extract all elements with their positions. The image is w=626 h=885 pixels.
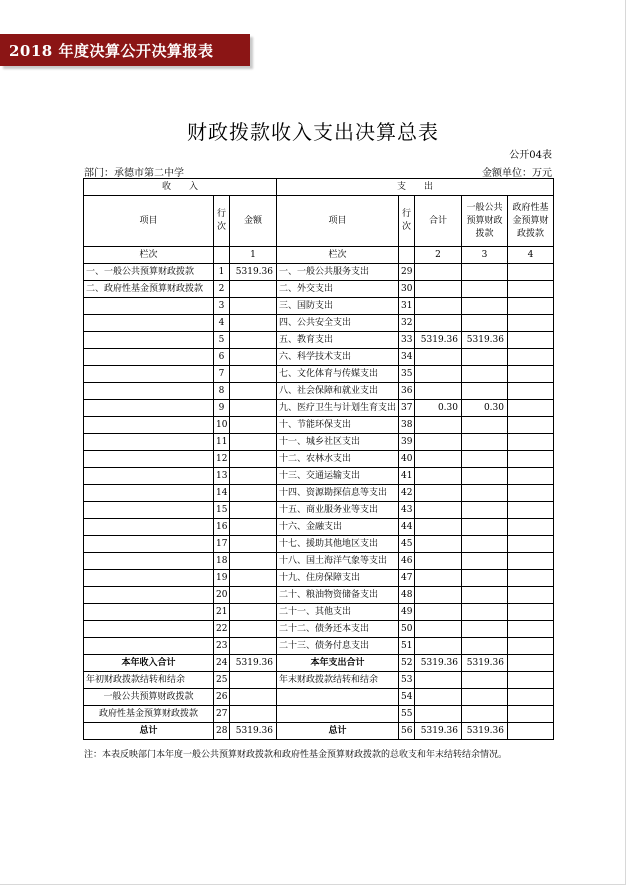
- table-row: [84, 281, 554, 298]
- expense-item: 八、社会保障和就业支出: [277, 383, 399, 400]
- expense-total-total: 5319.36: [415, 655, 462, 672]
- income-item: [84, 553, 214, 570]
- carry-item: 一般公共预算财政拨款: [84, 689, 214, 706]
- colno-2: 2: [415, 247, 462, 264]
- expense-fund: [508, 638, 554, 655]
- expense-fund: [508, 298, 554, 315]
- expense-total: [415, 621, 462, 638]
- expense-row-no: 32: [399, 315, 415, 332]
- total-row: [84, 655, 554, 672]
- banner-text: 2018 年度决算公开决算报表: [9, 42, 214, 60]
- expense-general: [462, 604, 508, 621]
- income-row-no: 7: [214, 366, 230, 383]
- expense-total-fund: [508, 655, 554, 672]
- grand-total-amount: 5319.36: [230, 723, 277, 740]
- expense-total: [415, 468, 462, 485]
- expense-fund: [508, 621, 554, 638]
- expense-general: [462, 587, 508, 604]
- table-row: [84, 587, 554, 604]
- table-row: [84, 621, 554, 638]
- expense-general: [462, 621, 508, 638]
- expense-general: [462, 519, 508, 536]
- carry-expense-fund: [508, 706, 554, 723]
- expense-section-header: 支 出: [277, 179, 554, 196]
- expense-row-no: 36: [399, 383, 415, 400]
- income-amount: [230, 332, 277, 349]
- expense-general: [462, 536, 508, 553]
- expense-fund: [508, 434, 554, 451]
- income-item: [84, 366, 214, 383]
- carry-expense-no: 54: [399, 689, 415, 706]
- expense-item: 十、节能环保支出: [277, 417, 399, 434]
- expense-general: [462, 553, 508, 570]
- income-item: [84, 417, 214, 434]
- income-item-header: 项目: [84, 196, 214, 247]
- table-row: [84, 570, 554, 587]
- expense-total: [415, 587, 462, 604]
- expense-row-no: 42: [399, 485, 415, 502]
- table-row: [84, 315, 554, 332]
- income-amount: [230, 434, 277, 451]
- income-item: [84, 638, 214, 655]
- expense-row-no: 51: [399, 638, 415, 655]
- carry-row-no: 26: [214, 689, 230, 706]
- colno-label-left: 栏次: [84, 247, 214, 264]
- income-row-no: 4: [214, 315, 230, 332]
- expense-row-no: 35: [399, 366, 415, 383]
- carry-expense-general: [462, 706, 508, 723]
- expense-row-no: 48: [399, 587, 415, 604]
- expense-fund: [508, 485, 554, 502]
- expense-fund: [508, 264, 554, 281]
- income-row-no: 15: [214, 502, 230, 519]
- table-row: [84, 536, 554, 553]
- expense-item: 十四、资源勘探信息等支出: [277, 485, 399, 502]
- expense-total: 5319.36: [415, 332, 462, 349]
- unit-label: 金额单位：万元: [482, 168, 552, 179]
- carry-expense-item: 年末财政拨款结转和结余: [277, 672, 399, 689]
- grand-total-ex-total: 5319.36: [415, 723, 462, 740]
- expense-total: [415, 536, 462, 553]
- expense-general: [462, 349, 508, 366]
- expense-total: [415, 570, 462, 587]
- expense-row-no: 45: [399, 536, 415, 553]
- income-item: [84, 400, 214, 417]
- income-row-no: 13: [214, 468, 230, 485]
- colno-4: 4: [508, 247, 554, 264]
- income-row-no: 8: [214, 383, 230, 400]
- income-item: [84, 468, 214, 485]
- expense-row-no: 40: [399, 451, 415, 468]
- expense-total: [415, 281, 462, 298]
- expense-general: [462, 281, 508, 298]
- table-row: [84, 468, 554, 485]
- table-row: [84, 604, 554, 621]
- expense-item: 二、外交支出: [277, 281, 399, 298]
- expense-item: 十一、城乡社区支出: [277, 434, 399, 451]
- carry-row: [84, 689, 554, 706]
- income-row-no: 21: [214, 604, 230, 621]
- income-amount: [230, 570, 277, 587]
- expense-row-no: 44: [399, 519, 415, 536]
- table-row: [84, 417, 554, 434]
- expense-total: 0.30: [415, 400, 462, 417]
- income-amount: [230, 349, 277, 366]
- carry-item: 政府性基金预算财政拨款: [84, 706, 214, 723]
- expense-row-no: 30: [399, 281, 415, 298]
- income-row-no: 18: [214, 553, 230, 570]
- expense-total: [415, 519, 462, 536]
- carry-row: [84, 672, 554, 689]
- expense-general: [462, 315, 508, 332]
- expense-total: [415, 604, 462, 621]
- expense-item: 十八、国土海洋气象等支出: [277, 553, 399, 570]
- income-amount: [230, 587, 277, 604]
- expense-fund: [508, 570, 554, 587]
- expense-total: [415, 383, 462, 400]
- footnote: 注：本表反映部门本年度一般公共预算财政拨款和政府性基金预算财政拨款的总收支和年末结转结余情况。: [84, 750, 508, 760]
- expense-item: 九、医疗卫生与计划生育支出: [277, 400, 399, 417]
- income-row-no: 11: [214, 434, 230, 451]
- income-amount: [230, 621, 277, 638]
- income-section-header: 收 入: [84, 179, 277, 196]
- income-row-no: 23: [214, 638, 230, 655]
- income-item: [84, 315, 214, 332]
- expense-fund: [508, 366, 554, 383]
- table-row: [84, 349, 554, 366]
- income-amount: [230, 485, 277, 502]
- colno-blank-2: [399, 247, 415, 264]
- expense-row-no: 34: [399, 349, 415, 366]
- income-item: [84, 332, 214, 349]
- expense-row-no: 38: [399, 417, 415, 434]
- expense-total: [415, 485, 462, 502]
- table-row: [84, 502, 554, 519]
- budget-table: [83, 178, 554, 740]
- income-item: [84, 298, 214, 315]
- income-amount: [230, 468, 277, 485]
- grand-total-ex-fund: [508, 723, 554, 740]
- column-number-row: [84, 247, 554, 264]
- income-amount: [230, 417, 277, 434]
- expense-fund: [508, 502, 554, 519]
- income-row-no: 6: [214, 349, 230, 366]
- grand-total-ex-no: 56: [399, 723, 415, 740]
- form-number: 公开04表: [509, 150, 552, 161]
- expense-row-no: 29: [399, 264, 415, 281]
- grand-total-ex-label: 总计: [277, 723, 399, 740]
- income-row-no: 16: [214, 519, 230, 536]
- income-row-no: 14: [214, 485, 230, 502]
- expense-total: [415, 264, 462, 281]
- colno-blank-1: [214, 247, 230, 264]
- expense-row-no: 39: [399, 434, 415, 451]
- income-amount: [230, 536, 277, 553]
- income-item: [84, 519, 214, 536]
- income-amount: [230, 502, 277, 519]
- table-row: [84, 434, 554, 451]
- income-item: [84, 485, 214, 502]
- expense-row-no: 47: [399, 570, 415, 587]
- income-row-no: 5: [214, 332, 230, 349]
- income-amount: [230, 383, 277, 400]
- income-row-no: 12: [214, 451, 230, 468]
- grand-total-label: 总计: [84, 723, 214, 740]
- expense-item: 一、一般公共服务支出: [277, 264, 399, 281]
- expense-total: [415, 638, 462, 655]
- expense-fund: [508, 519, 554, 536]
- table-row: [84, 485, 554, 502]
- expense-fund: [508, 536, 554, 553]
- expense-general: [462, 298, 508, 315]
- header-row-columns: [84, 196, 554, 247]
- grand-total-row: [84, 723, 554, 740]
- expense-fund: [508, 468, 554, 485]
- department-label: 部门：承德市第二中学: [84, 168, 184, 179]
- carry-amount: [230, 672, 277, 689]
- carry-expense-item: [277, 689, 399, 706]
- income-row-no: 22: [214, 621, 230, 638]
- expense-item: 三、国防支出: [277, 298, 399, 315]
- income-item: 二、政府性基金预算财政拨款: [84, 281, 214, 298]
- income-total-amount: 5319.36: [230, 655, 277, 672]
- table-row: [84, 366, 554, 383]
- expense-total: [415, 315, 462, 332]
- expense-total-header: 合计: [415, 196, 462, 247]
- income-item: [84, 604, 214, 621]
- income-item: [84, 502, 214, 519]
- income-item: [84, 621, 214, 638]
- colno-3: 3: [462, 247, 508, 264]
- expense-general: [462, 570, 508, 587]
- table-row: [84, 638, 554, 655]
- expense-item: 七、文化体育与传媒支出: [277, 366, 399, 383]
- carry-expense-no: 53: [399, 672, 415, 689]
- income-row-no: 1: [214, 264, 230, 281]
- expense-row-no: 49: [399, 604, 415, 621]
- income-row-no: 10: [214, 417, 230, 434]
- expense-general-header: 一般公共预算财政拨款: [462, 196, 508, 247]
- income-amount: 5319.36: [230, 264, 277, 281]
- income-item: [84, 570, 214, 587]
- expense-fund: [508, 383, 554, 400]
- carry-amount: [230, 689, 277, 706]
- expense-item: 十六、金融支出: [277, 519, 399, 536]
- carry-expense-total: [415, 672, 462, 689]
- expense-row-no: 41: [399, 468, 415, 485]
- expense-general: [462, 468, 508, 485]
- income-row-no: 9: [214, 400, 230, 417]
- table-row: [84, 553, 554, 570]
- expense-item: 二十二、债务还本支出: [277, 621, 399, 638]
- expense-item: 四、公共安全支出: [277, 315, 399, 332]
- table-row: [84, 519, 554, 536]
- income-row-no: 2: [214, 281, 230, 298]
- expense-row-no: 33: [399, 332, 415, 349]
- expense-general: 5319.36: [462, 332, 508, 349]
- income-amount: [230, 315, 277, 332]
- expense-general: [462, 264, 508, 281]
- income-total-no: 24: [214, 655, 230, 672]
- income-item: [84, 383, 214, 400]
- income-rowno-header: 行次: [214, 196, 230, 247]
- income-item: [84, 349, 214, 366]
- table-row: [84, 332, 554, 349]
- carry-expense-fund: [508, 672, 554, 689]
- expense-fund: [508, 587, 554, 604]
- expense-item-header: 项目: [277, 196, 399, 247]
- income-row-no: 20: [214, 587, 230, 604]
- colno-1: 1: [230, 247, 277, 264]
- expense-fund-header: 政府性基金预算财政拨款: [508, 196, 554, 247]
- expense-fund: [508, 417, 554, 434]
- expense-total: [415, 434, 462, 451]
- carry-expense-no: 55: [399, 706, 415, 723]
- expense-item: 六、科学技术支出: [277, 349, 399, 366]
- expense-item: 二十一、其他支出: [277, 604, 399, 621]
- colno-label-right: 栏次: [277, 247, 399, 264]
- carry-expense-total: [415, 706, 462, 723]
- carry-expense-general: [462, 672, 508, 689]
- expense-item: 十二、农林水支出: [277, 451, 399, 468]
- income-item: [84, 451, 214, 468]
- income-row-no: 3: [214, 298, 230, 315]
- income-amount-header: 金额: [230, 196, 277, 247]
- expense-rowno-header: 行次: [399, 196, 415, 247]
- income-amount: [230, 638, 277, 655]
- expense-fund: [508, 451, 554, 468]
- expense-item: 二十、粮油物资储备支出: [277, 587, 399, 604]
- carry-row-no: 27: [214, 706, 230, 723]
- expense-item: 十五、商业服务业等支出: [277, 502, 399, 519]
- grand-total-ex-general: 5319.36: [462, 723, 508, 740]
- expense-item: 十三、交通运输支出: [277, 468, 399, 485]
- expense-fund: [508, 400, 554, 417]
- expense-total: [415, 298, 462, 315]
- expense-item: 十九、住房保障支出: [277, 570, 399, 587]
- income-row-no: 19: [214, 570, 230, 587]
- expense-row-no: 37: [399, 400, 415, 417]
- expense-general: [462, 366, 508, 383]
- expense-item: 五、教育支出: [277, 332, 399, 349]
- income-amount: [230, 281, 277, 298]
- expense-total: [415, 349, 462, 366]
- income-amount: [230, 553, 277, 570]
- table-row: [84, 451, 554, 468]
- expense-fund: [508, 553, 554, 570]
- expense-fund: [508, 349, 554, 366]
- table-row: [84, 264, 554, 281]
- page-title: 财政拨款收入支出决算总表: [187, 120, 439, 144]
- expense-item: 二十三、债务付息支出: [277, 638, 399, 655]
- expense-total-label: 本年支出合计: [277, 655, 399, 672]
- expense-row-no: 46: [399, 553, 415, 570]
- carry-amount: [230, 706, 277, 723]
- income-amount: [230, 519, 277, 536]
- income-amount: [230, 451, 277, 468]
- expense-total: [415, 366, 462, 383]
- expense-general: [462, 502, 508, 519]
- income-amount: [230, 298, 277, 315]
- income-item: [84, 587, 214, 604]
- expense-item: 十七、援助其他地区支出: [277, 536, 399, 553]
- carry-expense-general: [462, 689, 508, 706]
- table-body: [84, 179, 554, 740]
- carry-row: [84, 706, 554, 723]
- expense-row-no: 31: [399, 298, 415, 315]
- carry-expense-total: [415, 689, 462, 706]
- expense-general: [462, 383, 508, 400]
- carry-item: 年初财政拨款结转和结余: [84, 672, 214, 689]
- income-amount: [230, 366, 277, 383]
- expense-general: 0.30: [462, 400, 508, 417]
- expense-fund: [508, 281, 554, 298]
- income-amount: [230, 604, 277, 621]
- table-row: [84, 383, 554, 400]
- table-row: [84, 298, 554, 315]
- header-row-section: [84, 179, 554, 196]
- expense-general: [462, 451, 508, 468]
- expense-total: [415, 417, 462, 434]
- expense-row-no: 50: [399, 621, 415, 638]
- table-row: [84, 400, 554, 417]
- expense-row-no: 43: [399, 502, 415, 519]
- expense-fund: [508, 604, 554, 621]
- expense-total: [415, 553, 462, 570]
- expense-total-general: 5319.36: [462, 655, 508, 672]
- expense-total: [415, 451, 462, 468]
- income-amount: [230, 400, 277, 417]
- expense-fund: [508, 332, 554, 349]
- expense-general: [462, 485, 508, 502]
- report-banner: [0, 34, 250, 66]
- income-item: [84, 536, 214, 553]
- carry-expense-item: [277, 706, 399, 723]
- expense-fund: [508, 315, 554, 332]
- income-row-no: 17: [214, 536, 230, 553]
- expense-general: [462, 417, 508, 434]
- grand-total-no: 28: [214, 723, 230, 740]
- expense-general: [462, 434, 508, 451]
- expense-total-no: 52: [399, 655, 415, 672]
- expense-total: [415, 502, 462, 519]
- income-item: 一、一般公共预算财政拨款: [84, 264, 214, 281]
- carry-expense-fund: [508, 689, 554, 706]
- income-total-label: 本年收入合计: [84, 655, 214, 672]
- carry-row-no: 25: [214, 672, 230, 689]
- expense-general: [462, 638, 508, 655]
- income-item: [84, 434, 214, 451]
